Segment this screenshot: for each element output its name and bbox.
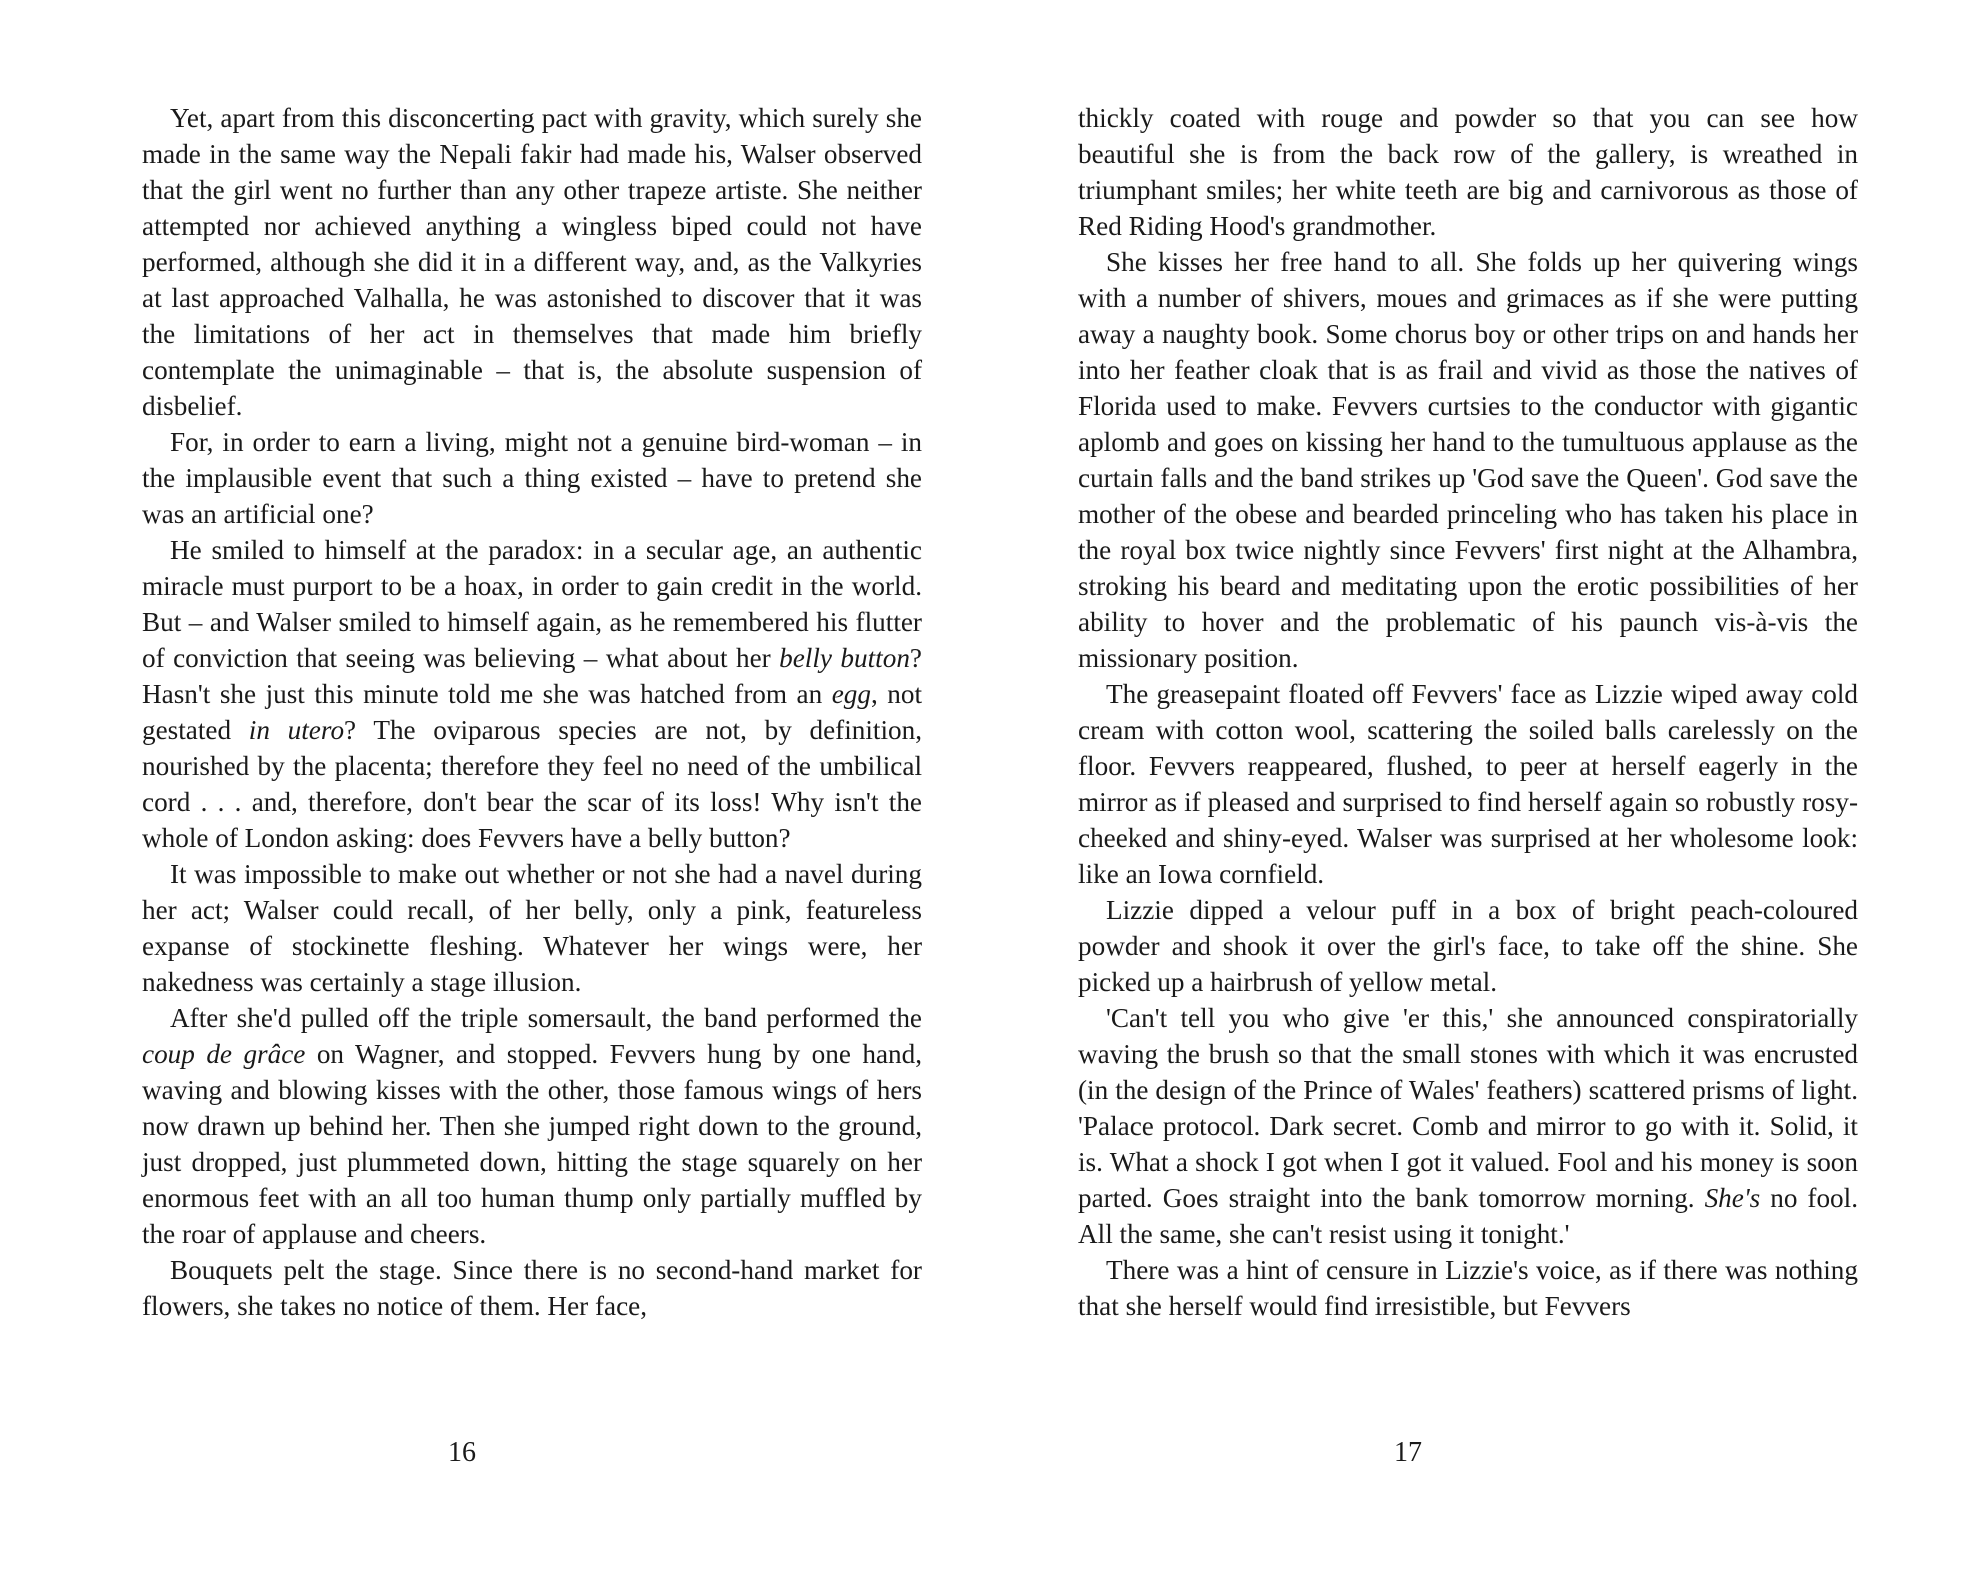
italic-text: coup de grâce <box>142 1039 306 1069</box>
paragraph: She kisses her free hand to all. She folds up her quivering wings with a number of shivers, moues and grimaces as if she were putting away a naughty book. Some chorus boy or other trips on and hands her into her feather cloak that is as frail and vivid as those the natives of Florida used to make. Fevvers curtsies to the conductor with gigantic aplomb and goes on kissing her hand to the tumultuous applause as the curtain falls and the band strikes up 'God save the Queen'. God save the mother of the obese and bearded princeling who has taken his place in the royal box twice nightly since Fevvers' first night at the Alhambra, stroking his beard and meditating upon the erotic possibilities of her ability to hover and the problematic of his paunch vis-à-vis the missionary position. <box>1078 247 1858 673</box>
paragraph: Yet, apart from this disconcerting pact with gravity, which surely she made in the same way the Nepali fakir had made his, Walser observed that the girl went no further than any other trapeze artiste. She neither attempted nor achieved anything a wingless biped could not have performed, although she did it in a different way, and, as the Valkyries at last approached Valhalla, he was astonished to discover that it was the limitations of her act in themselves that made him briefly contemplate the unimaginable – that is, the absolute suspension of disbelief. <box>142 103 922 421</box>
paragraph: Lizzie dipped a velour puff in a box of bright peach-coloured powder and shook it over the girl's face, to take off the shine. She picked up a hairbrush of yellow metal. <box>1078 895 1858 997</box>
paragraph: It was impossible to make out whether or not she had a navel during her act; Walser could recall, of her belly, only a pink, featureless expanse of stockinette fleshing. Whatever her wings were, her nakedness was certainly a stage illusion. <box>142 859 922 997</box>
right-page-text <box>1078 100 1858 1324</box>
text-run: ? The oviparous species are not, by definition, nourished by the placenta; therefore they feel no need of the umbilical cord . . . and, therefore, don't bear the scar of its loss! Why isn't the whole of London asking: does Fevvers have a belly button? <box>142 715 923 853</box>
page-number: 17 <box>1394 1437 1422 1468</box>
italic-text: She's <box>1704 1183 1761 1213</box>
paragraph: Bouquets pelt the stage. Since there is no second-hand market for flowers, she takes no notice of them. Her face, <box>142 1255 922 1321</box>
left-page-text <box>142 100 922 1324</box>
paragraph <box>142 1000 922 1252</box>
page-number: 16 <box>448 1437 476 1468</box>
text-run: on Wagner, and stopped. Fevvers hung by one hand, waving and blowing kisses with the other, those famous wings of hers now drawn up behind her. Then she jumped right down to the ground, just dropped, just plummeted down, hitting the stage squarely on her enormous feet with an all too human thump only partially muffled by the roar of applause and cheers. <box>142 1039 922 1249</box>
text-run: ? Hasn't she just this minute told me she was hatched from an <box>142 643 922 709</box>
text-run: 'Can't tell you who give 'er this,' she announced conspiratorially waving the brush so that the small stones with which it was encrusted (in the design of the Prince of Wales' feathers) scattered prisms of light. 'Palace protocol. Dark secret. Comb and mirror to go with it. Solid, it is. What a shock I got when I got it valued. Fool and his money is soon parted. Goes straight into the bank tomorrow morning. <box>1078 1003 1858 1213</box>
paragraph <box>142 532 922 856</box>
text-run: He smiled to himself at the paradox: in a secular age, an authentic miracle must purport to be a hoax, in order to gain credit in the world. But – and Walser smiled to himself again, as he remembered his flutter of conviction that seeing was believing – what about her <box>142 535 922 673</box>
italic-text: belly button <box>779 643 910 673</box>
paragraph: The greasepaint floated off Fevvers' face as Lizzie wiped away cold cream with cotton wool, scattering the soiled balls carelessly on the floor. Fevvers reappeared, flushed, to peer at herself eagerly in the mirror as if pleased and surprised to find herself again so robustly rosy-cheeked and shiny-eyed. Walser was surprised at her wholesome look: like an Iowa cornfield. <box>1078 679 1858 889</box>
paragraph: For, in order to earn a living, might not a genuine bird-woman – in the implausible event that such a thing existed – have to pretend she was an artificial one? <box>142 427 922 529</box>
italic-text: in utero <box>248 715 345 745</box>
paragraph: thickly coated with rouge and powder so that you can see how beautiful she is from the back row of the gallery, is wreathed in triumphant smiles; her white teeth are big and carnivorous as those of Red Riding Hood's grandmother. <box>1078 103 1858 241</box>
italic-text: egg <box>831 679 871 709</box>
right-page <box>1078 100 1858 1500</box>
text-run: no fool. All the same, she can't resist using it tonight.' <box>1078 1183 1858 1249</box>
left-page <box>142 100 922 1500</box>
paragraph: There was a hint of censure in Lizzie's voice, as if there was nothing that she herself would find irresistible, but Fevvers <box>1078 1255 1858 1321</box>
text-run: , not gestated <box>142 679 923 745</box>
text-run: After she'd pulled off the triple somersault, the band performed the <box>170 1003 922 1033</box>
paragraph <box>1078 1000 1858 1252</box>
